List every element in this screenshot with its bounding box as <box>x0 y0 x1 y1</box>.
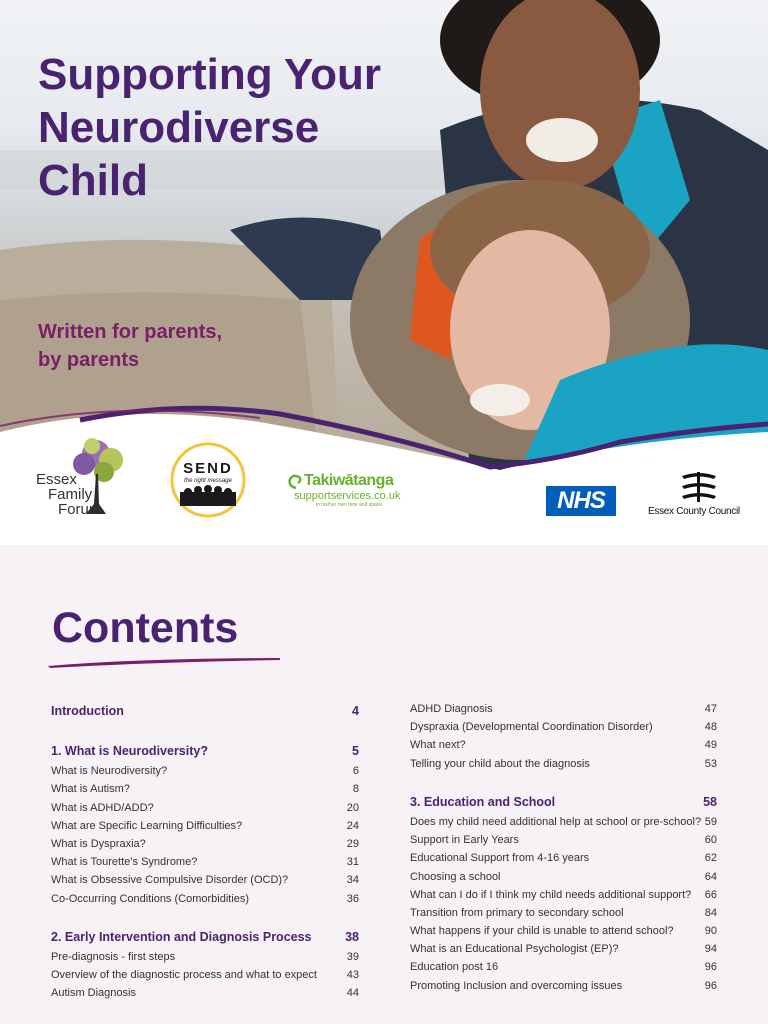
toc-entry-label: Promoting Inclusion and overcoming issues <box>410 979 623 992</box>
send-logo <box>170 442 246 518</box>
toc-entry[interactable] <box>51 948 359 966</box>
toc-page-number: 43 <box>346 969 359 982</box>
toc-entry-label: What next? <box>410 739 466 752</box>
toc-page-number: 36 <box>346 892 359 905</box>
document-title <box>38 48 438 207</box>
toc-page-number: 94 <box>704 943 717 956</box>
contents-underline <box>46 654 286 670</box>
send-tagline: the right message <box>184 478 232 484</box>
toc-page-number: 24 <box>346 819 359 832</box>
spiral-icon <box>286 472 306 492</box>
toc-page-number: 64 <box>704 870 717 883</box>
toc-entry[interactable] <box>410 718 717 736</box>
essex-county-council-logo <box>646 470 746 520</box>
toc-entry[interactable] <box>410 736 717 754</box>
toc-entry[interactable] <box>410 904 717 922</box>
toc-page-number: 84 <box>704 906 717 919</box>
toc-section-heading[interactable] <box>410 791 717 813</box>
title-line-3: Child <box>38 156 148 205</box>
toc-page-number: 96 <box>704 961 717 974</box>
toc-entry[interactable] <box>51 799 359 817</box>
toc-entry[interactable] <box>51 966 359 984</box>
toc-spacer <box>51 722 359 740</box>
toc-page-number: 62 <box>704 852 717 865</box>
toc-page-number: 38 <box>345 929 359 944</box>
toc-section-heading[interactable] <box>51 700 359 722</box>
toc-column-left <box>51 700 359 1002</box>
toc-page-number: 59 <box>704 815 717 828</box>
toc-entry[interactable] <box>410 940 717 958</box>
essex-county-council-text: Essex County Council <box>648 506 740 517</box>
toc-entry[interactable] <box>410 831 717 849</box>
nhs-logo: NHS <box>546 486 616 516</box>
toc-entry[interactable] <box>410 958 717 976</box>
toc-page-number: 58 <box>703 794 717 809</box>
essex-family-forum-logo <box>36 434 136 524</box>
takiwatanga-name: Takiwātanga <box>304 472 394 489</box>
toc-entry-label: 1. What is Neurodiversity? <box>51 744 208 759</box>
toc-page-number: 39 <box>346 950 359 963</box>
takiwatanga-url: supportservices.co.uk <box>294 490 401 502</box>
toc-entry-label: Dyspraxia (Developmental Coordination Disorder) <box>410 721 653 734</box>
contents-heading: Contents <box>52 604 239 652</box>
toc-entry[interactable] <box>51 871 359 889</box>
toc-entry-label: Educational Support from 4-16 years <box>410 852 590 865</box>
partner-logos <box>0 430 768 540</box>
toc-page-number: 96 <box>704 979 717 992</box>
toc-page-number: 29 <box>346 837 359 850</box>
toc-section-heading[interactable] <box>51 926 359 948</box>
toc-entry-label: What is Neurodiversity? <box>51 765 168 778</box>
toc-entry-label: Co-Occurring Conditions (Comorbidities) <box>51 892 250 905</box>
toc-entry[interactable] <box>51 890 359 908</box>
toc-entry-label: What is Obsessive Compulsive Disorder (OCD)? <box>51 874 289 887</box>
toc-entry[interactable] <box>410 977 717 995</box>
subtitle-line-1: Written for parents, <box>38 321 223 343</box>
toc-entry-label: Choosing a school <box>410 870 501 883</box>
toc-entry[interactable] <box>410 813 717 831</box>
toc-entry-label: Does my child need additional help at school or pre-school? <box>410 815 702 828</box>
toc-entry-label: Autism Diagnosis <box>51 987 136 1000</box>
toc-page-number: 31 <box>346 856 359 869</box>
document-subtitle <box>38 318 298 374</box>
title-line-1: Supporting Your <box>38 50 381 99</box>
toc-page-number: 47 <box>704 703 717 715</box>
toc-column-right <box>410 700 717 995</box>
toc-entry-label: What is Tourette’s Syndrome? <box>51 856 198 869</box>
toc-page-number: 6 <box>352 765 359 778</box>
toc-entry[interactable] <box>51 835 359 853</box>
toc-entry-label: ADHD Diagnosis <box>410 703 493 715</box>
efforum-line-2: Family <box>48 486 93 503</box>
toc-entry-label: Transition from primary to secondary school <box>410 906 624 919</box>
send-name: SEND <box>183 460 233 477</box>
toc-entry-label: What happens if your child is unable to attend school? <box>410 925 674 938</box>
toc-page-number: 20 <box>346 801 359 814</box>
toc-page-number: 8 <box>352 783 359 796</box>
toc-entry[interactable] <box>410 700 717 718</box>
toc-entry-label: 3. Education and School <box>410 794 556 809</box>
toc-entry-label: What can I do if I think my child needs additional support? <box>410 888 692 901</box>
toc-entry-label: Pre-diagnosis - first steps <box>51 950 176 963</box>
toc-entry-label: 2. Early Intervention and Diagnosis Process <box>51 929 312 944</box>
toc-entry-label: Overview of the diagnostic process and what to expect <box>51 969 317 982</box>
toc-entry-label: What is an Educational Psychologist (EP)? <box>410 943 619 956</box>
toc-entry-label: What is ADHD/ADD? <box>51 801 154 814</box>
toc-spacer <box>410 773 717 791</box>
toc-entry[interactable] <box>410 886 717 904</box>
toc-page-number: 44 <box>346 987 359 1000</box>
takiwatanga-logo <box>286 472 408 506</box>
toc-spacer <box>51 908 359 926</box>
seaxes-crest-icon <box>674 470 724 504</box>
toc-entry-label: What are Specific Learning Difficulties? <box>51 819 243 832</box>
toc-page-number: 34 <box>346 874 359 887</box>
toc-page-number: 5 <box>352 744 359 759</box>
toc-entry-label: Education post 16 <box>410 961 499 974</box>
toc-section-heading[interactable] <box>51 740 359 762</box>
toc-entry-label: Telling your child about the diagnosis <box>410 757 590 770</box>
toc-entry-label: Support in Early Years <box>410 834 519 847</box>
subtitle-line-2: by parents <box>38 349 140 371</box>
toc-entry[interactable] <box>410 868 717 886</box>
efforum-line-1: Essex <box>36 471 77 488</box>
toc-page-number: 90 <box>704 925 717 938</box>
toc-entry[interactable] <box>410 849 717 867</box>
efforum-line-3: Forum <box>58 501 102 518</box>
toc-page-number: 66 <box>704 888 717 901</box>
toc-entry[interactable] <box>410 922 717 940</box>
toc-page-number: 60 <box>704 834 717 847</box>
toc-page-number: 49 <box>704 739 717 752</box>
toc-entry[interactable] <box>51 762 359 780</box>
toc-entry[interactable] <box>51 853 359 871</box>
takiwatanga-tagline: in his/her own time and space <box>316 502 383 508</box>
toc-page-number: 53 <box>704 757 717 770</box>
toc-page-number: 48 <box>704 721 717 734</box>
title-line-2: Neurodiverse <box>38 103 320 152</box>
toc-entry-label: Introduction <box>51 704 124 718</box>
toc-entry[interactable] <box>51 817 359 835</box>
essex-family-forum-text <box>36 472 101 517</box>
toc-entry-label: What is Dyspraxia? <box>51 837 146 850</box>
toc-page-number: 4 <box>352 704 359 718</box>
toc-entry[interactable] <box>51 780 359 798</box>
toc-entry[interactable] <box>410 755 717 773</box>
toc-entry-label: What is Autism? <box>51 783 130 796</box>
toc-entry[interactable] <box>51 984 359 1002</box>
